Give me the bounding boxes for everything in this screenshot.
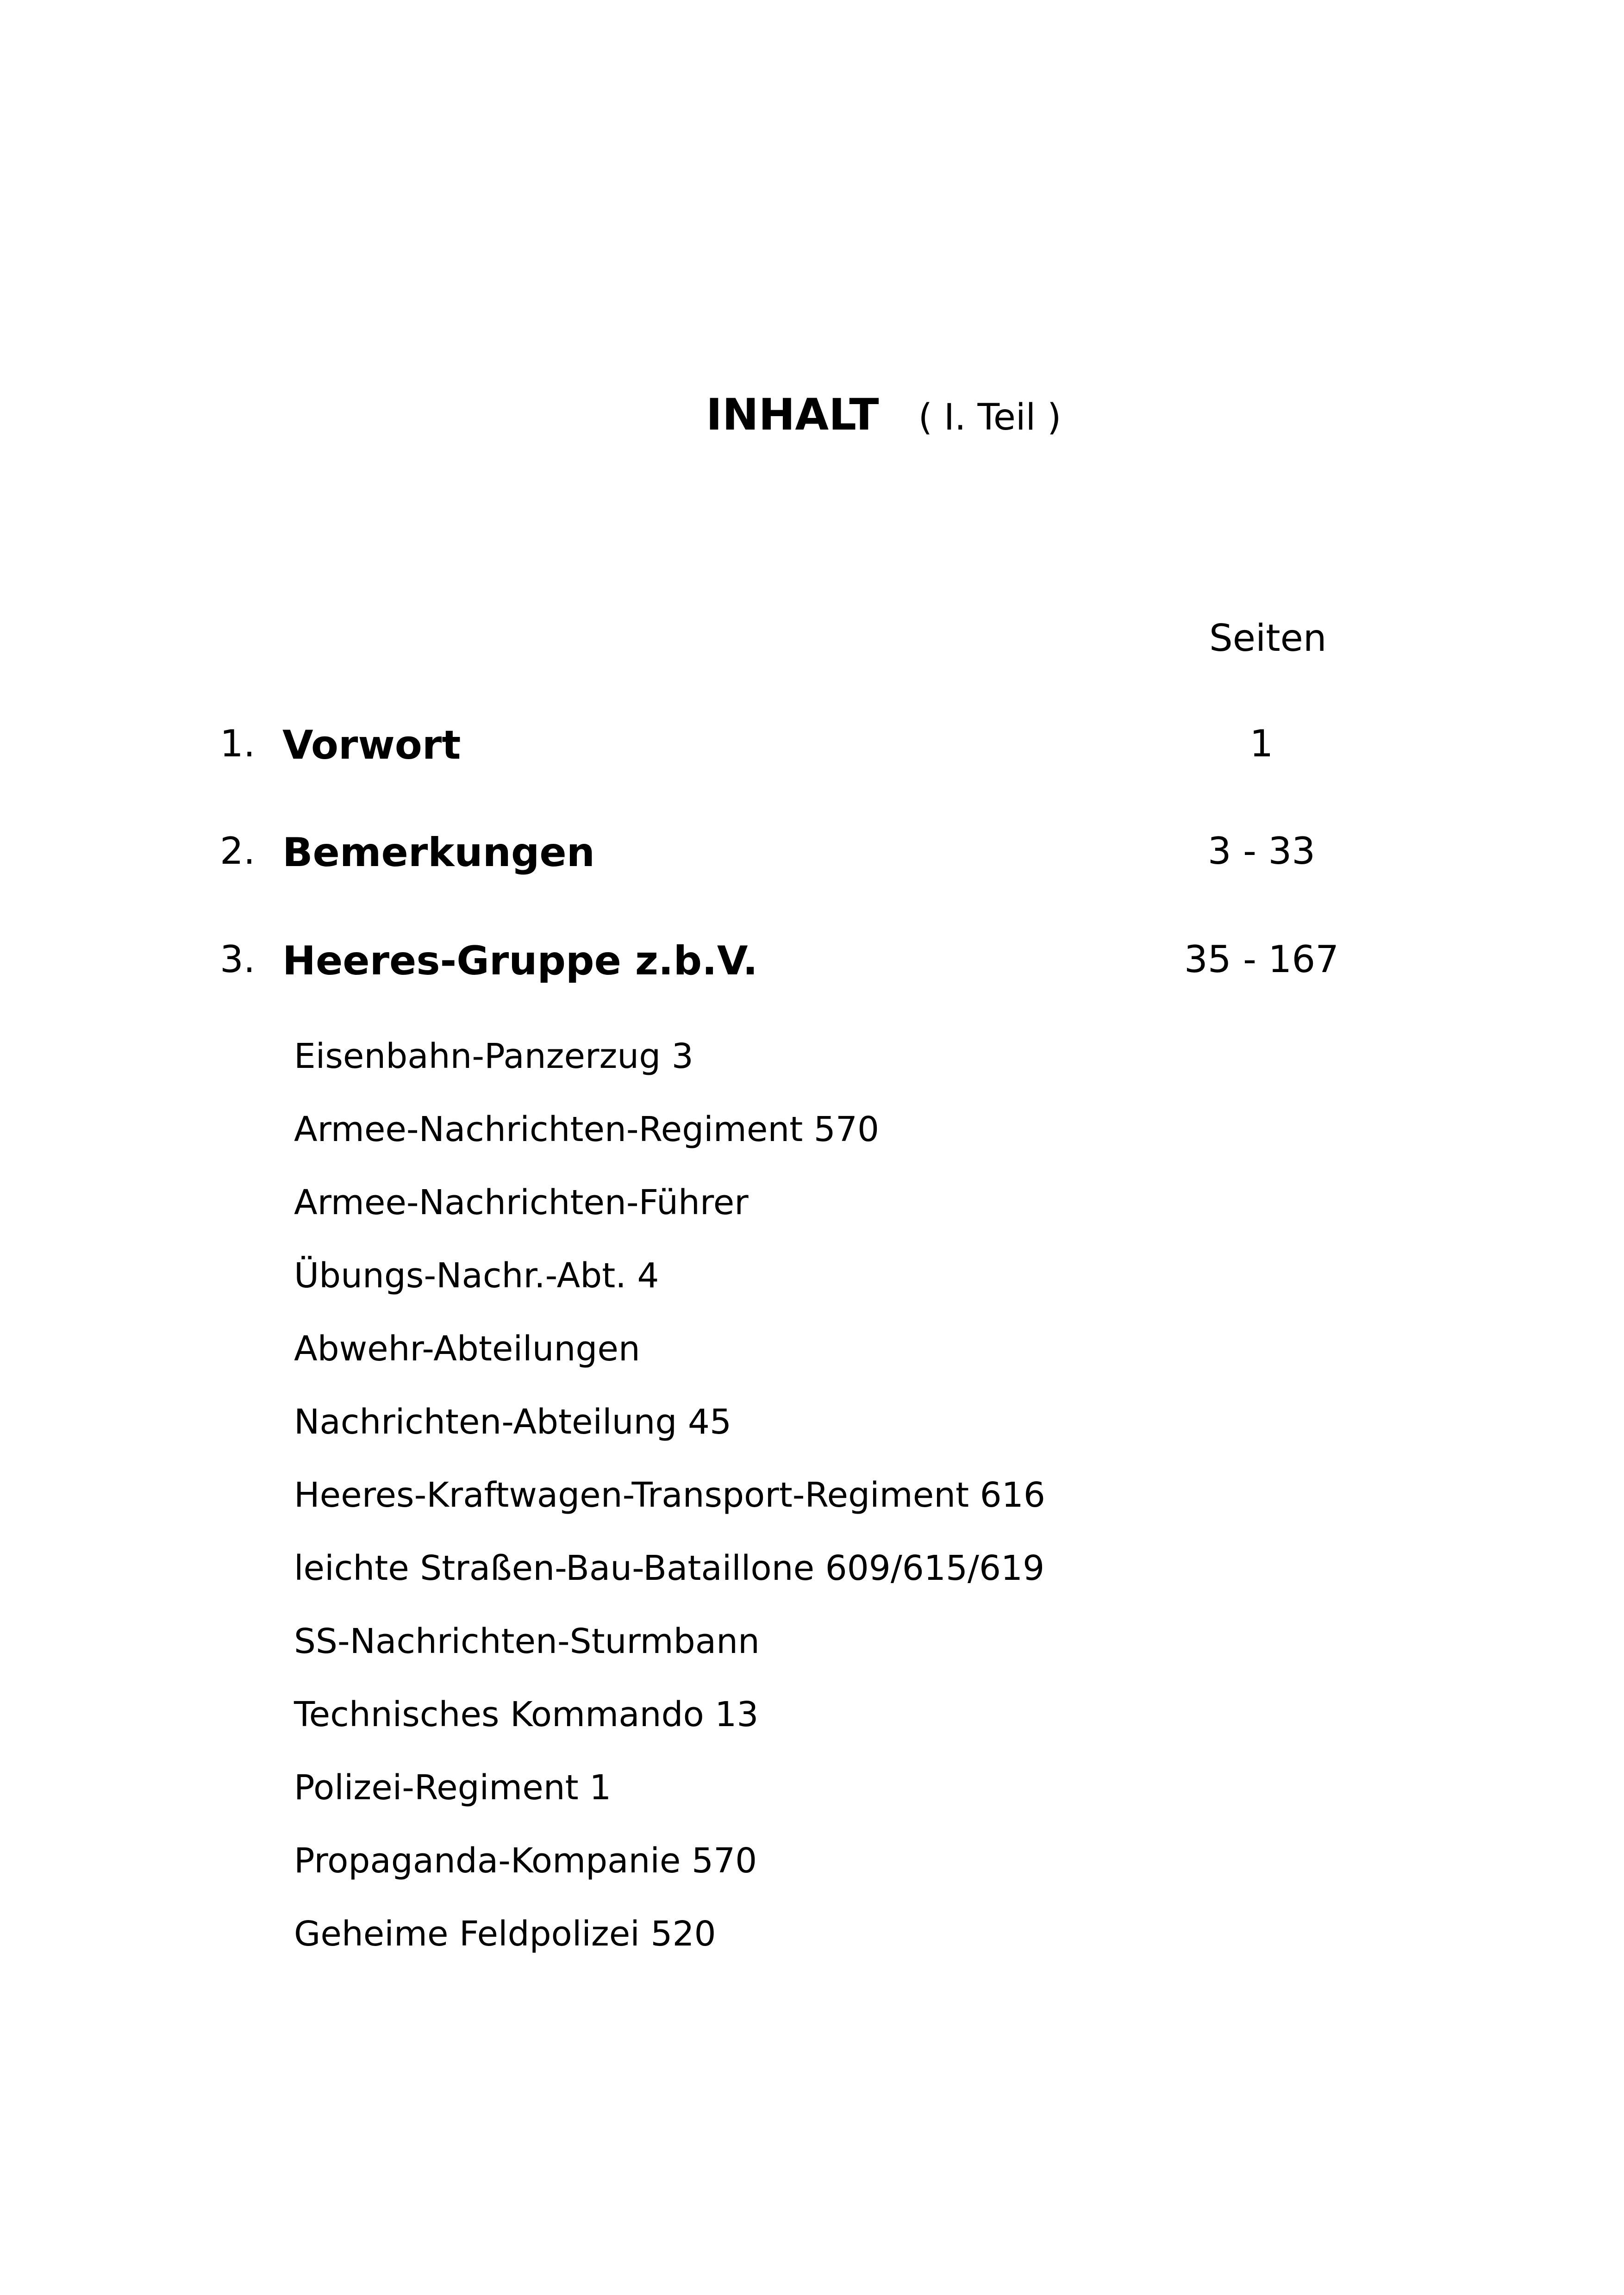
subsection-item: Polizei-Regiment 1 <box>294 1768 612 1808</box>
subsection-item: Propaganda-Kompanie 570 <box>294 1841 757 1881</box>
subsection-item: Abwehr-Abteilungen <box>294 1329 640 1369</box>
section-label: Bemerkungen <box>282 829 595 876</box>
subsection-item: Übungs-Nachr.-Abt. 4 <box>294 1256 659 1296</box>
subsection-item: SS-Nachrichten-Sturmbann <box>294 1621 760 1661</box>
section-pages: 3 - 33 <box>1207 829 1316 873</box>
section-number: 3. <box>220 938 256 981</box>
subsection-item: Armee-Nachrichten-Führer <box>294 1183 749 1222</box>
pages-column-header: Seiten <box>1209 617 1327 660</box>
subsection-item: Technisches Kommando 13 <box>294 1695 759 1734</box>
subsection-item: Eisenbahn-Panzerzug 3 <box>294 1036 693 1076</box>
subsection-item: Geheime Feldpolizei 520 <box>294 1914 716 1954</box>
toc-section-3 <box>220 938 1354 989</box>
toc-section-2 <box>220 829 1354 880</box>
section-label: Vorwort <box>282 722 461 768</box>
section-pages: 1 <box>1249 722 1274 765</box>
section-number: 2. <box>220 829 256 873</box>
subsection-item: leichte Straßen-Bau-Bataillone 609/615/619 <box>294 1548 1045 1588</box>
subsection-item: Nachrichten-Abteilung 45 <box>294 1402 732 1442</box>
section-pages: 35 - 167 <box>1184 938 1339 981</box>
title-main: INHALT <box>706 390 879 440</box>
section-label: Heeres-Gruppe z.b.V. <box>282 938 758 984</box>
title-subtitle: ( I. Teil ) <box>918 397 1062 438</box>
subsection-item: Armee-Nachrichten-Regiment 570 <box>294 1110 880 1149</box>
section-number: 1. <box>220 722 256 765</box>
subsection-item: Heeres-Kraftwagen-Transport-Regiment 616 <box>294 1475 1045 1515</box>
toc-section-1 <box>220 722 1354 773</box>
page-title <box>706 390 1061 440</box>
subsection-list <box>294 1033 1045 1984</box>
